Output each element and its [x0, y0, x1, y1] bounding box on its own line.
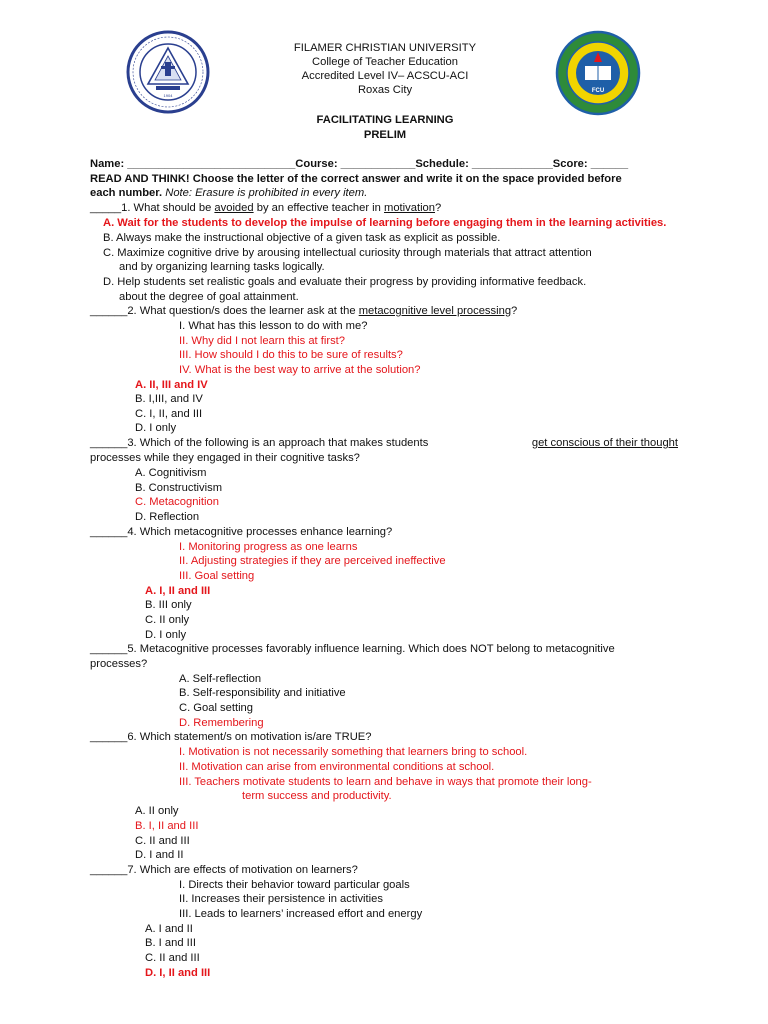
- question-1-option-c-cont: and by organizing learning tasks logically.: [119, 261, 325, 273]
- question-6-item-iii: III. Teachers motivate students to learn and behave in ways that promote their long-: [179, 775, 592, 788]
- question-4-option-b: B. III only: [145, 599, 192, 611]
- question-3-option-c: C. Metacognition: [135, 496, 219, 508]
- question-6-item-iii-cont: term success and productivity.: [242, 790, 392, 802]
- question-3-stem-cont: processes while they engaged in their cognitive tasks?: [90, 452, 360, 464]
- question-4-item-i: I. Monitoring progress as one learns: [179, 540, 358, 553]
- svg-text:1904: 1904: [163, 93, 173, 98]
- exam-term: PRELIM: [363, 128, 407, 141]
- question-3-stem: ______3. Which of the following is an approach that makes students get conscious of their thought: [90, 437, 678, 449]
- question-2-option-c: C. I, II, and III: [135, 407, 203, 420]
- question-7-stem: ______7. Which are effects of motivation on learners?: [90, 863, 358, 876]
- question-7-item-iii: III. Leads to learners’ increased effort and energy: [179, 908, 423, 920]
- question-7-option-c: C. II and III: [145, 951, 200, 964]
- question-5-stem: ______5. Metacognitive processes favorably influence learning. Which does NOT belong to metacognitive: [90, 643, 615, 655]
- question-1-option-c: C. Maximize cognitive drive by arousing intellectual curiosity through materials that attract attention: [103, 246, 592, 259]
- question-1-option-b: B. Always make the instructional objective of a given task as explicit as possible.: [103, 232, 501, 244]
- question-5-stem-cont: processes?: [90, 657, 148, 670]
- question-4-option-a: A. I, II and III: [145, 584, 211, 597]
- question-4-stem: ______4. Which metacognitive processes enhance learning?: [90, 525, 393, 538]
- question-3-option-a: A. Cognitivism: [135, 467, 207, 479]
- question-7-option-a: A. I and II: [145, 922, 193, 935]
- university-seal-logo: [126, 30, 210, 114]
- question-4-option-d: D. I only: [145, 628, 187, 641]
- question-6-item-ii: II. Motivation can arise from environmental conditions at school.: [179, 761, 495, 773]
- college-name: College of Teacher Education: [312, 56, 458, 68]
- question-7-option-d: D. I, II and III: [145, 966, 211, 979]
- question-2-option-b: B. I,III, and IV: [135, 393, 203, 405]
- question-6-option-c: C. II and III: [135, 834, 190, 847]
- question-3-option-b: B. Constructivism: [135, 481, 223, 494]
- question-6-option-d: D. I and II: [135, 849, 184, 861]
- question-6-item-i: I. Motivation is not necessarily something that learners bring to school.: [179, 746, 528, 758]
- question-4-item-ii: II. Adjusting strategies if they are perceived ineffective: [179, 555, 446, 567]
- university-name: FILAMER CHRISTIAN UNIVERSITY: [293, 42, 477, 54]
- question-7-option-b: B. I and III: [145, 937, 196, 949]
- svg-text:FCU: FCU: [591, 88, 605, 94]
- question-1-option-a: A. Wait for the students to develop the impulse of learning before engaging them in the learning activities.: [103, 217, 667, 229]
- question-5-option-d: D. Remembering: [179, 716, 264, 729]
- city-line: Roxas City: [357, 84, 413, 96]
- accreditation-line: Accredited Level IV– ACSCU-ACI: [301, 70, 469, 82]
- college-seal-logo: [555, 30, 641, 116]
- question-5-option-c: C. Goal setting: [179, 702, 253, 714]
- question-5-option-b: B. Self-responsibility and initiative: [179, 687, 346, 699]
- question-2-option-a: A. II, III and IV: [135, 378, 208, 391]
- question-2-item-iii: III. How should I do this to be sure of results?: [179, 349, 403, 361]
- question-2-item-i: I. What has this lesson to do with me?: [179, 320, 368, 332]
- question-2-option-d: D. I only: [135, 422, 177, 434]
- question-1-option-d-cont: about the degree of goal attainment.: [119, 290, 299, 303]
- instructions-line-2: each number. Note: Erasure is prohibited in every item.: [90, 187, 368, 199]
- student-info-fields[interactable]: Name: ___________________________Course: ____________Schedule: _____________Score: ______: [90, 158, 629, 170]
- instructions-line-1: READ AND THINK! Choose the letter of the correct answer and write it on the space provided before: [90, 172, 622, 185]
- question-5-option-a: A. Self-reflection: [179, 672, 262, 685]
- question-6-stem: ______6. Which statement/s on motivation is/are TRUE?: [90, 731, 372, 743]
- question-4-item-iii: III. Goal setting: [179, 569, 255, 582]
- question-7-item-i: I. Directs their behavior toward particular goals: [179, 878, 410, 891]
- question-4-option-c: C. II only: [145, 614, 190, 626]
- exam-subject: FACILITATING LEARNING: [316, 114, 454, 126]
- question-7-item-ii: II. Increases their persistence in activities: [179, 893, 383, 905]
- question-3-option-d: D. Reflection: [135, 511, 200, 523]
- question-6-option-b: B. I, II and III: [135, 820, 199, 832]
- question-2-item-ii: II. Why did I not learn this at first?: [179, 334, 346, 347]
- question-2-stem: ______2. What question/s does the learner ask at the metacognitive level processing?: [90, 305, 518, 317]
- question-1-option-d: D. Help students set realistic goals and evaluate their progress by providing informative feedback.: [103, 276, 587, 288]
- question-2-item-iv: IV. What is the best way to arrive at the solution?: [179, 363, 421, 376]
- question-6-option-a: A. II only: [135, 805, 179, 817]
- question-1-stem: _____1. What should be avoided by an effective teacher in motivation?: [90, 202, 442, 214]
